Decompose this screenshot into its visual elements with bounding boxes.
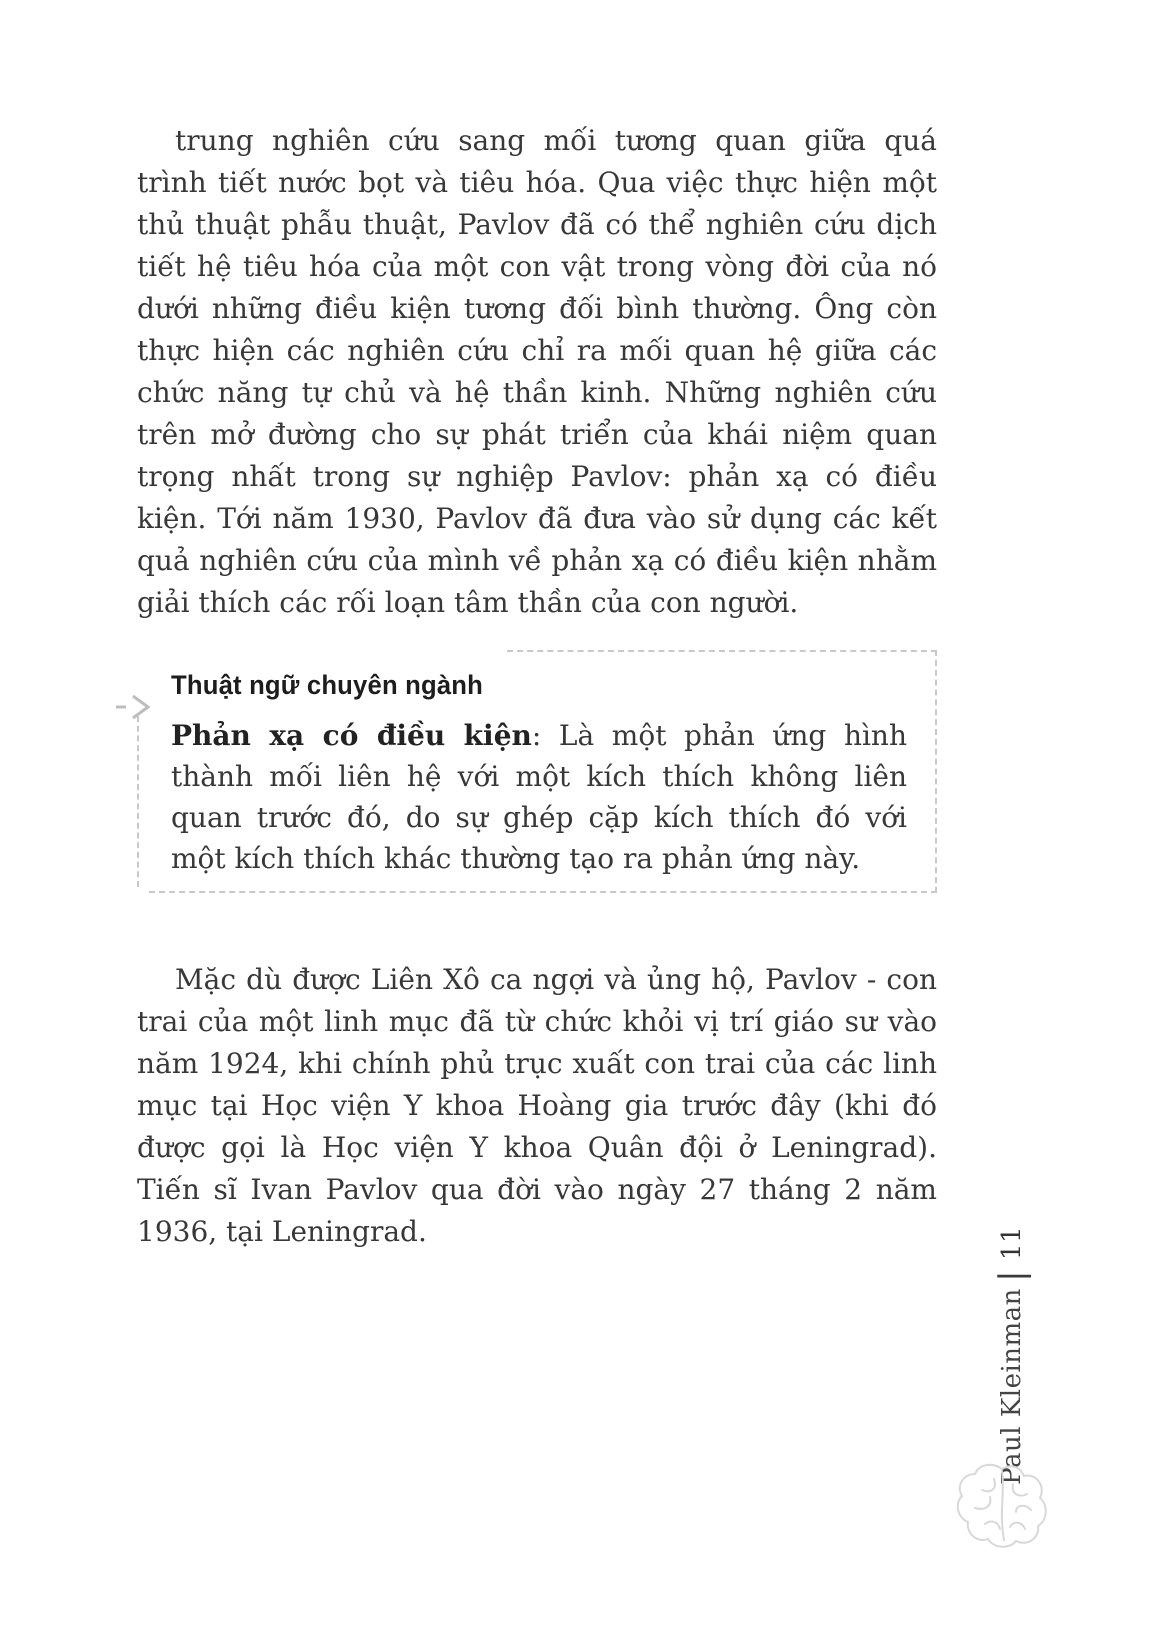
terminology-heading: Thuật ngữ chuyên ngành (171, 670, 484, 700)
page-content (137, 120, 937, 1253)
chevron-right-icon (115, 692, 155, 726)
paragraph-1: trung nghiên cứu sang mối tương quan giữa quá trình tiết nước bọt và tiêu hóa. Qua việc thực hiện một thủ thuật phẫu thuật, Pavlov đã có thể nghiên cứu dịch tiết hệ tiêu hóa của một con vật trong vòng đời của nó dưới những điều kiện tương đối bình thường. Ông còn thực hiện các nghiên cứu chỉ ra mối quan hệ giữa các chức năng tự chủ và hệ thần kinh. Những nghiên cứu trên mở đường cho sự phát triển của khái niệm quan trọng nhất trong sự nghiệp Pavlov: phản xạ có điều kiện. Tới năm 1930, Pavlov đã đưa vào sử dụng các kết quả nghiên cứu của mình về phản xạ có điều kiện nhằm giải thích các rối loạn tâm thần của con người. (137, 124, 937, 619)
dashed-border-right (935, 650, 937, 893)
separator-bar: | (992, 1270, 1032, 1283)
dashed-border-left (137, 716, 139, 887)
term-definition-text: : Là một phản ứng hình thành mối liên hệ với một kích thích không liên quan trước đó, do sự ghép cặp kích thích đó với một kích thích khác thường tạo ra phản ứng này. (171, 719, 907, 875)
dashed-border-top (507, 650, 937, 652)
author-name: Paul Kleinman (997, 1288, 1027, 1485)
page-margin-info (992, 1226, 1033, 1485)
page-number: 11 (997, 1226, 1027, 1261)
terminology-definition (171, 715, 907, 879)
terminology-box (137, 650, 937, 893)
paragraph-2: Mặc dù được Liên Xô ca ngợi và ủng hộ, Pavlov - con trai của một linh mục đã từ chức khỏi vị trí giáo sư vào năm 1924, khi chính phủ trục xuất con trai của các linh mục tại Học viện Y khoa Hoàng gia trước đây (khi đó được gọi là Học viện Y khoa Quân đội ở Leningrad). Tiến sĩ Ivan Pavlov qua đời vào ngày 27 tháng 2 năm 1936, tại Leningrad. (137, 963, 937, 1248)
brain-icon (952, 1460, 1052, 1552)
term-name: Phản xạ có điều kiện (171, 719, 532, 752)
dashed-border-bottom (149, 891, 937, 893)
